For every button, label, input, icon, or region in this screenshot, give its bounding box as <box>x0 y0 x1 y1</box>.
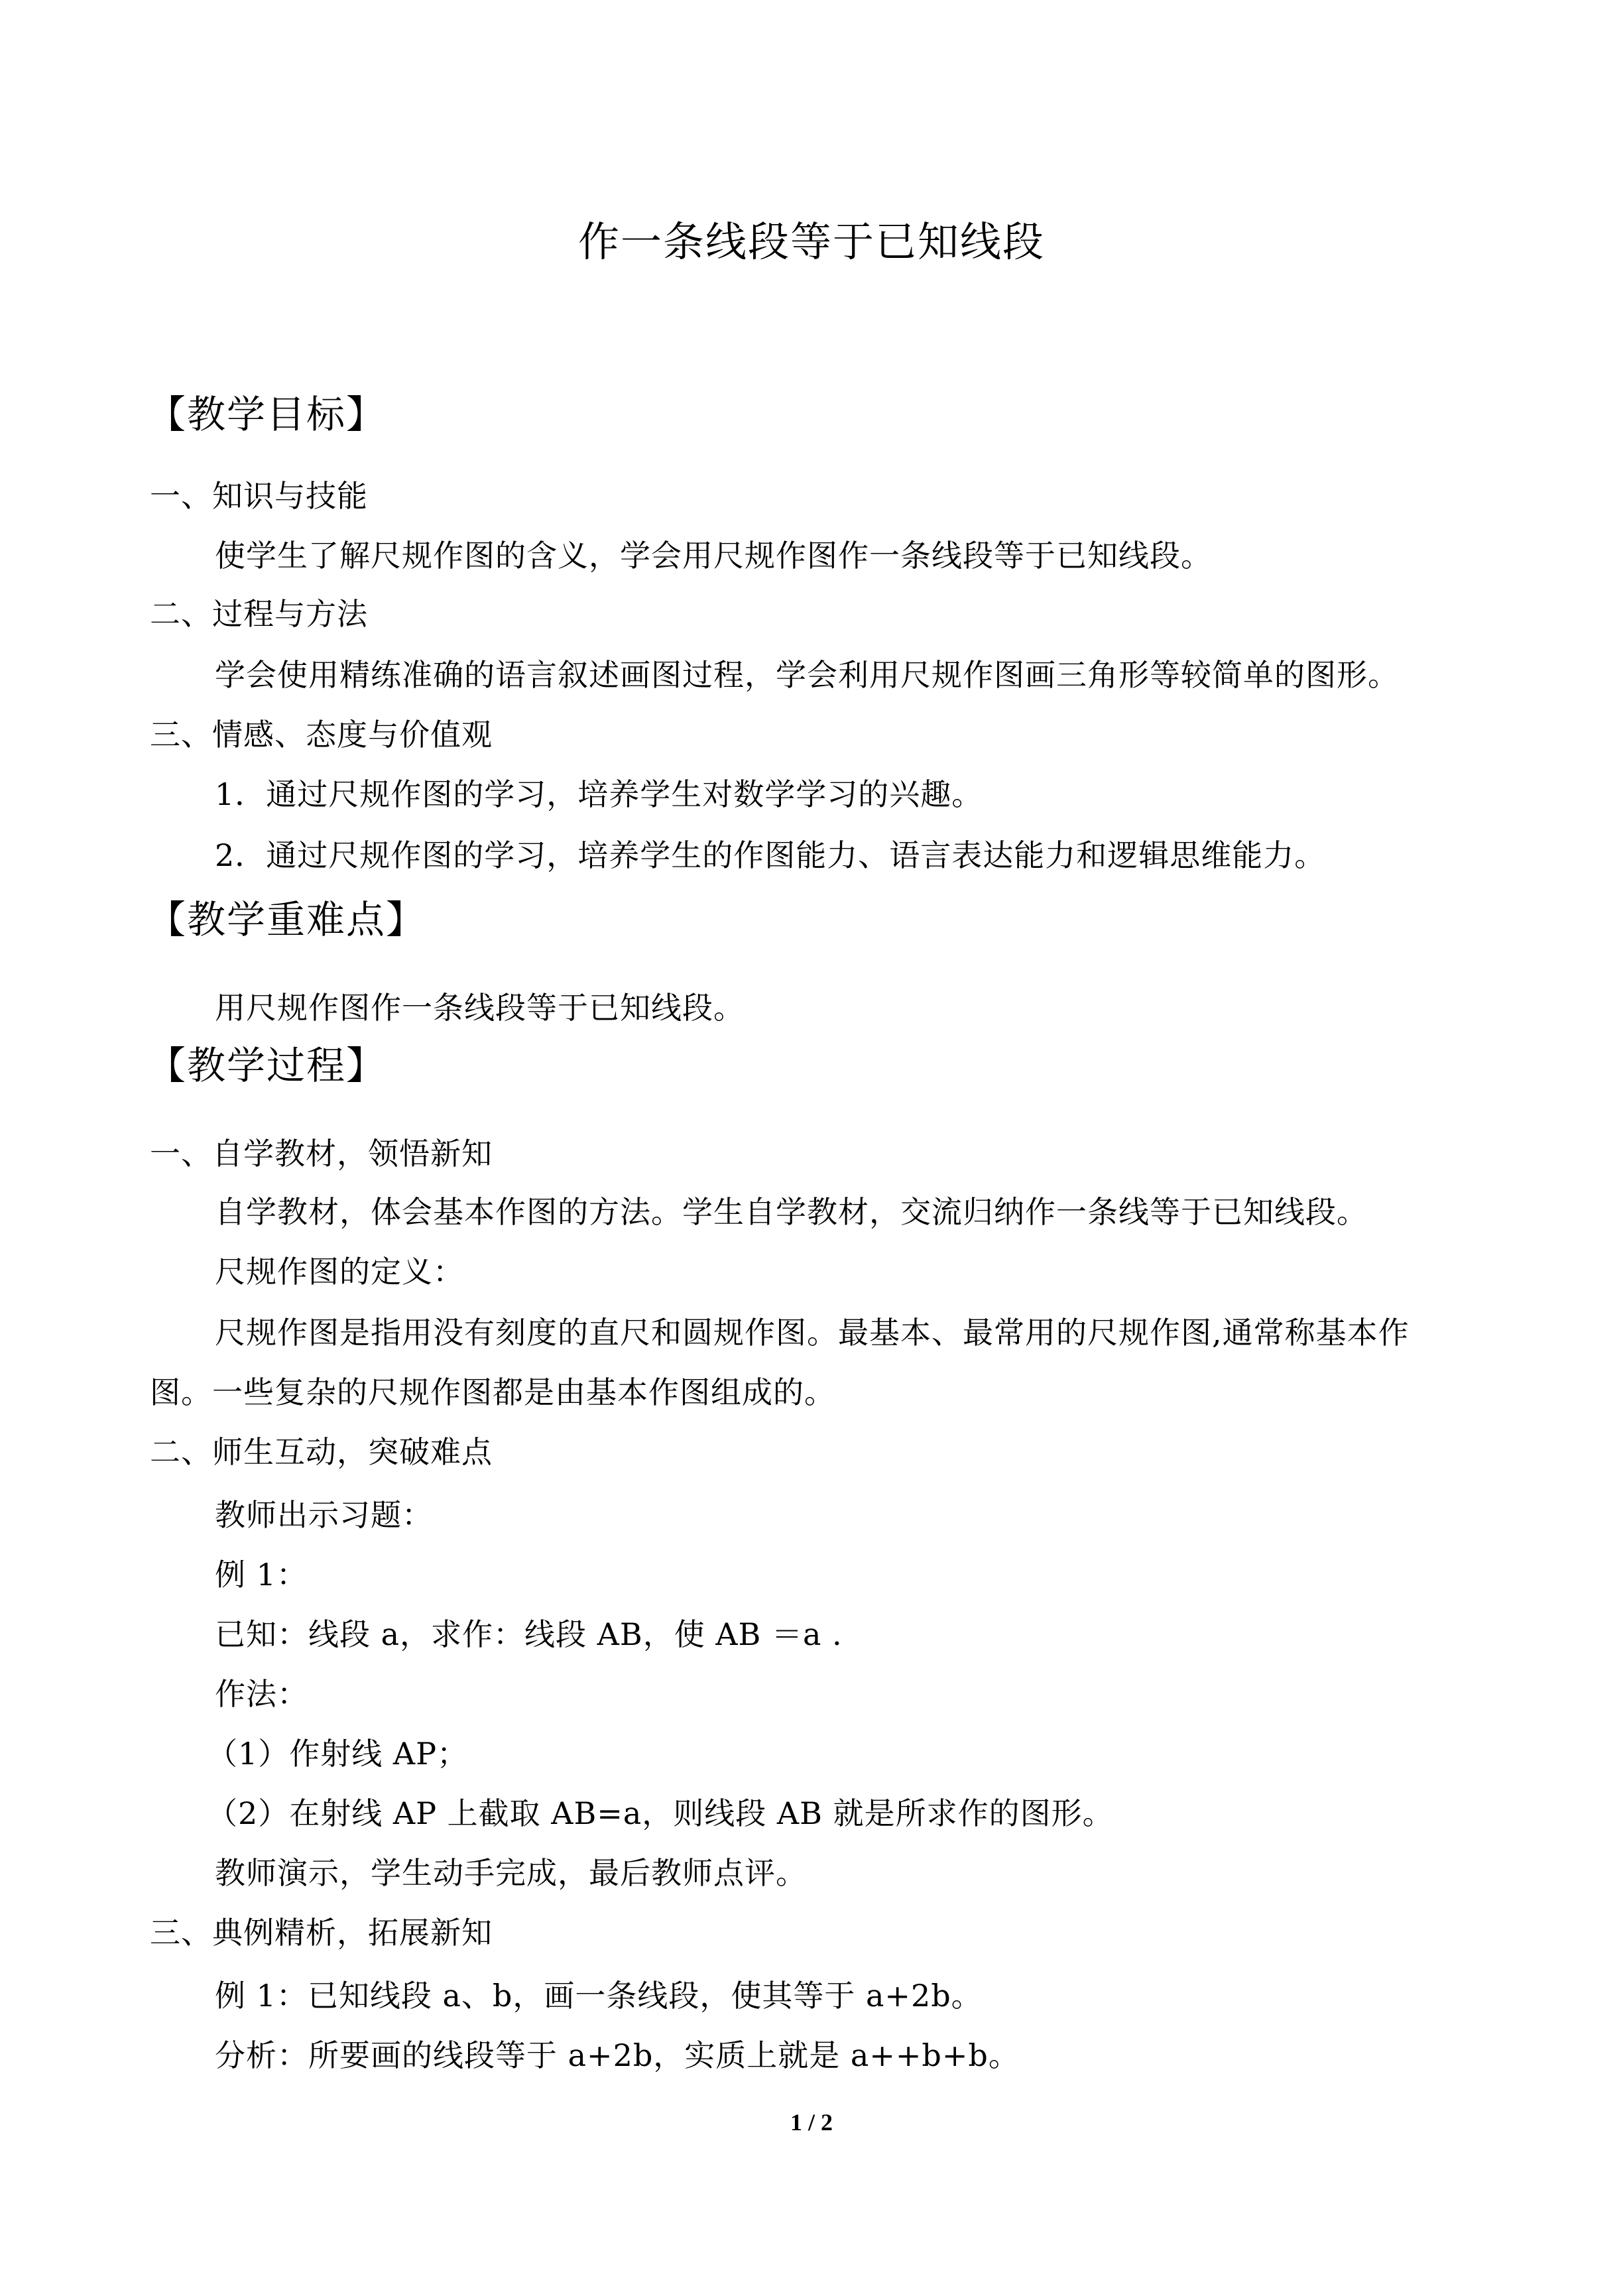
objective-text-knowledge: 使学生了解尺规作图的含义，学会用尺规作图作一条线段等于已知线段。 <box>215 538 1212 574</box>
document-title: 作一条线段等于已知线段 <box>577 217 1045 266</box>
objective-label-attitude: 三、情感、态度与价值观 <box>150 717 493 753</box>
objective-label-knowledge: 一、知识与技能 <box>150 478 368 514</box>
process-step-2-line: 作法： <box>215 1676 308 1712</box>
process-step-2-line: 例 1： <box>215 1557 308 1593</box>
section-heading-key-difficulties: 【教学重难点】 <box>147 897 426 942</box>
process-step-3-line: 例 1：已知线段 a、b，画一条线段，使其等于 a+2b。 <box>215 1978 983 2014</box>
objective-text-process: 学会使用精练准确的语言叙述画图过程，学会利用尺规作图画三角形等较简单的图形。 <box>215 657 1399 693</box>
process-step-3-label: 三、典例精析，拓展新知 <box>150 1915 493 1951</box>
objective-point-2: 2．通过尺规作图的学习，培养学生的作图能力、语言表达能力和逻辑思维能力。 <box>215 837 1326 873</box>
page-number: 1 / 2 <box>790 2109 833 2136</box>
process-step-3-line: 分析：所要画的线段等于 a+2b，实质上就是 a++b+b。 <box>215 2037 1020 2073</box>
objective-label-process: 二、过程与方法 <box>150 596 368 632</box>
process-step-2-line: （2）在射线 AP 上截取 AB=a，则线段 AB 就是所求作的图形。 <box>207 1795 1114 1831</box>
process-step-1-label: 一、自学教材，领悟新知 <box>150 1136 493 1172</box>
process-step-1-line: 图。一些复杂的尺规作图都是由基本作图组成的。 <box>150 1374 835 1410</box>
process-step-1-line: 自学教材，体会基本作图的方法。学生自学教材，交流归纳作一条线等于已知线段。 <box>215 1194 1368 1230</box>
process-step-2-line: 教师出示习题： <box>215 1497 433 1533</box>
process-step-2-line: （1）作射线 AP； <box>207 1736 469 1772</box>
section-heading-teaching-process: 【教学过程】 <box>147 1043 387 1088</box>
process-step-2-line: 已知：线段 a，求作：线段 AB，使 AB ＝a . <box>215 1616 843 1652</box>
process-step-1-line: 尺规作图的定义： <box>215 1254 464 1290</box>
key-difficulty-text: 用尺规作图作一条线段等于已知线段。 <box>215 990 745 1026</box>
section-heading-teaching-objectives: 【教学目标】 <box>147 392 387 437</box>
process-step-2-line: 教师演示，学生动手完成，最后教师点评。 <box>215 1855 807 1891</box>
process-step-1-line: 尺规作图是指用没有刻度的直尺和圆规作图。最基本、最常用的尺规作图,通常称基本作 <box>215 1315 1410 1351</box>
process-step-2-label: 二、师生互动，突破难点 <box>150 1434 493 1470</box>
objective-point-1: 1．通过尺规作图的学习，培养学生对数学学习的兴趣。 <box>215 776 983 812</box>
